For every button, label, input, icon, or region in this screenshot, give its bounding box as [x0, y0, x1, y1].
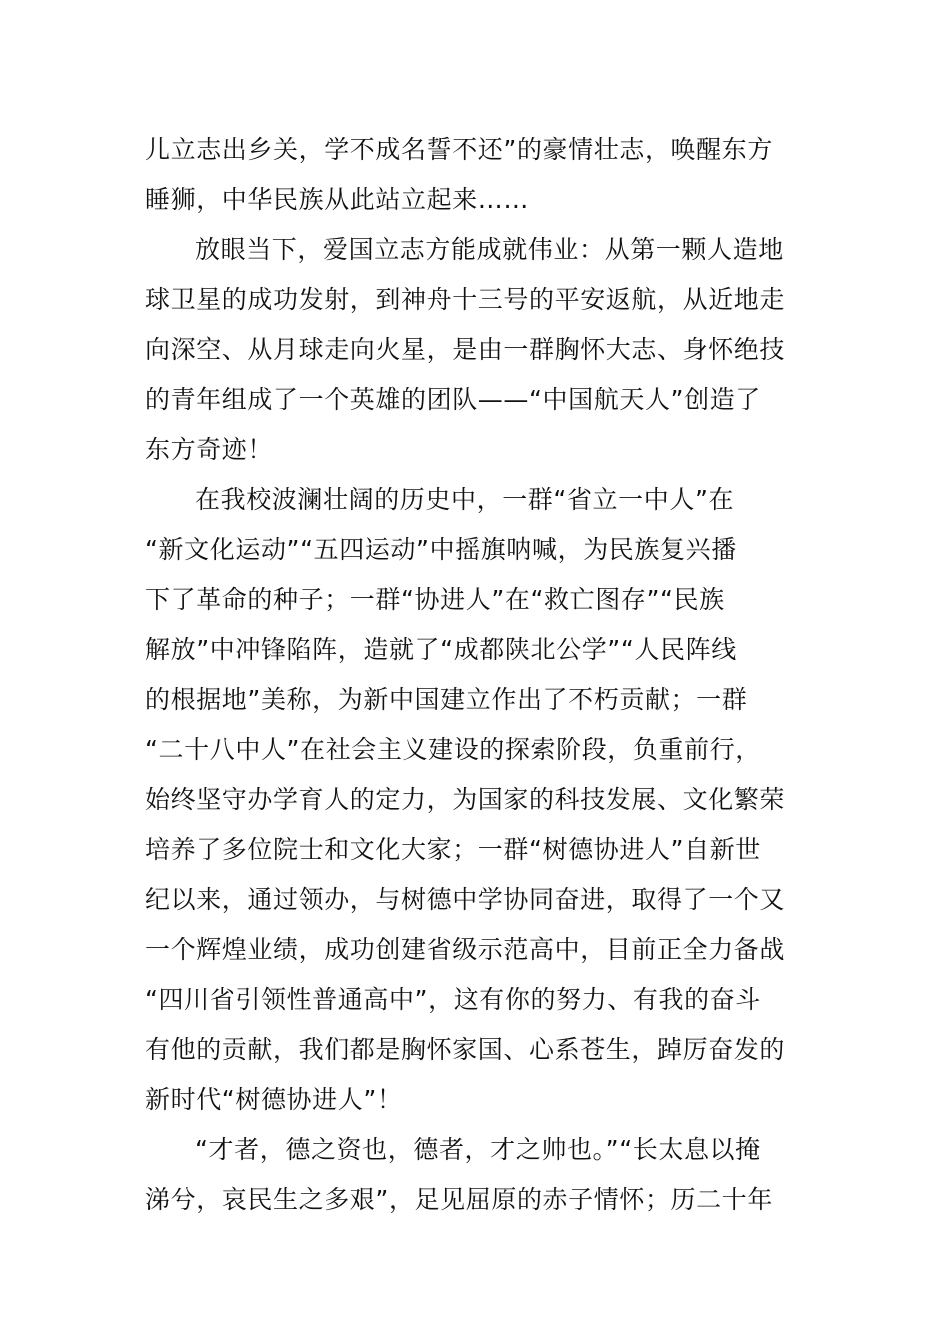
text-line: 培养了多位院士和文化大家；一群“树德协进人”自新世 — [145, 835, 761, 864]
paragraph-start-line: 放眼当下，爱国立志方能成就伟业：从第一颗人造地 — [195, 235, 784, 264]
text-line: 球卫星的成功发射，到神舟十三号的平安返航，从近地走 — [145, 285, 786, 314]
text-line: 新时代“树德协进人”！ — [145, 1085, 403, 1114]
text-line: “新文化运动”“五四运动”中摇旗呐喊，为民族复兴播 — [145, 535, 737, 564]
text-line: 始终坚守办学育人的定力，为国家的科技发展、文化繁荣 — [145, 785, 786, 814]
text-line: 的青年组成了一个英雄的团队——“中国航天人”创造了 — [145, 385, 761, 414]
text-line: 儿立志出乡关，学不成名誓不还”的豪情壮志，唤醒东方 — [145, 135, 773, 164]
text-line: 睡狮，中华民族从此站立起来…… — [145, 185, 530, 214]
text-line: 向深空、从月球走向火星，是由一群胸怀大志、身怀绝技 — [145, 335, 786, 364]
text-line: 下了革命的种子；一群“协进人”在“救亡图存”“民族 — [145, 585, 725, 614]
paragraph-start-line: 在我校波澜壮阔的历史中，一群“省立一中人”在 — [195, 485, 735, 514]
paragraph-start-line: “才者，德之资也，德者，才之帅也。”“长太息以掩 — [195, 1135, 761, 1164]
text-line: 的根据地”美称，为新中国建立作出了不朽贡献；一群 — [145, 685, 748, 714]
text-line: 解放”中冲锋陷阵，造就了“成都陕北公学”“人民阵线 — [145, 635, 737, 664]
text-line: 东方奇迹！ — [145, 435, 274, 464]
text-line: 有他的贡献，我们都是胸怀家国、心系苍生，踔厉奋发的 — [145, 1035, 786, 1064]
text-line: 一个辉煌业绩，成功创建省级示范高中，目前正全力备战 — [145, 935, 786, 964]
text-line: “四川省引领性普通高中”，这有你的努力、有我的奋斗 — [145, 985, 761, 1014]
text-line: “二十八中人”在社会主义建设的探索阶段，负重前行， — [145, 735, 761, 764]
text-line: 纪以来，通过领办，与树德中学协同奋进，取得了一个又 — [145, 885, 786, 914]
text-line: 涕兮，哀民生之多艰”，足见屈原的赤子情怀；历二十年 — [145, 1185, 773, 1214]
